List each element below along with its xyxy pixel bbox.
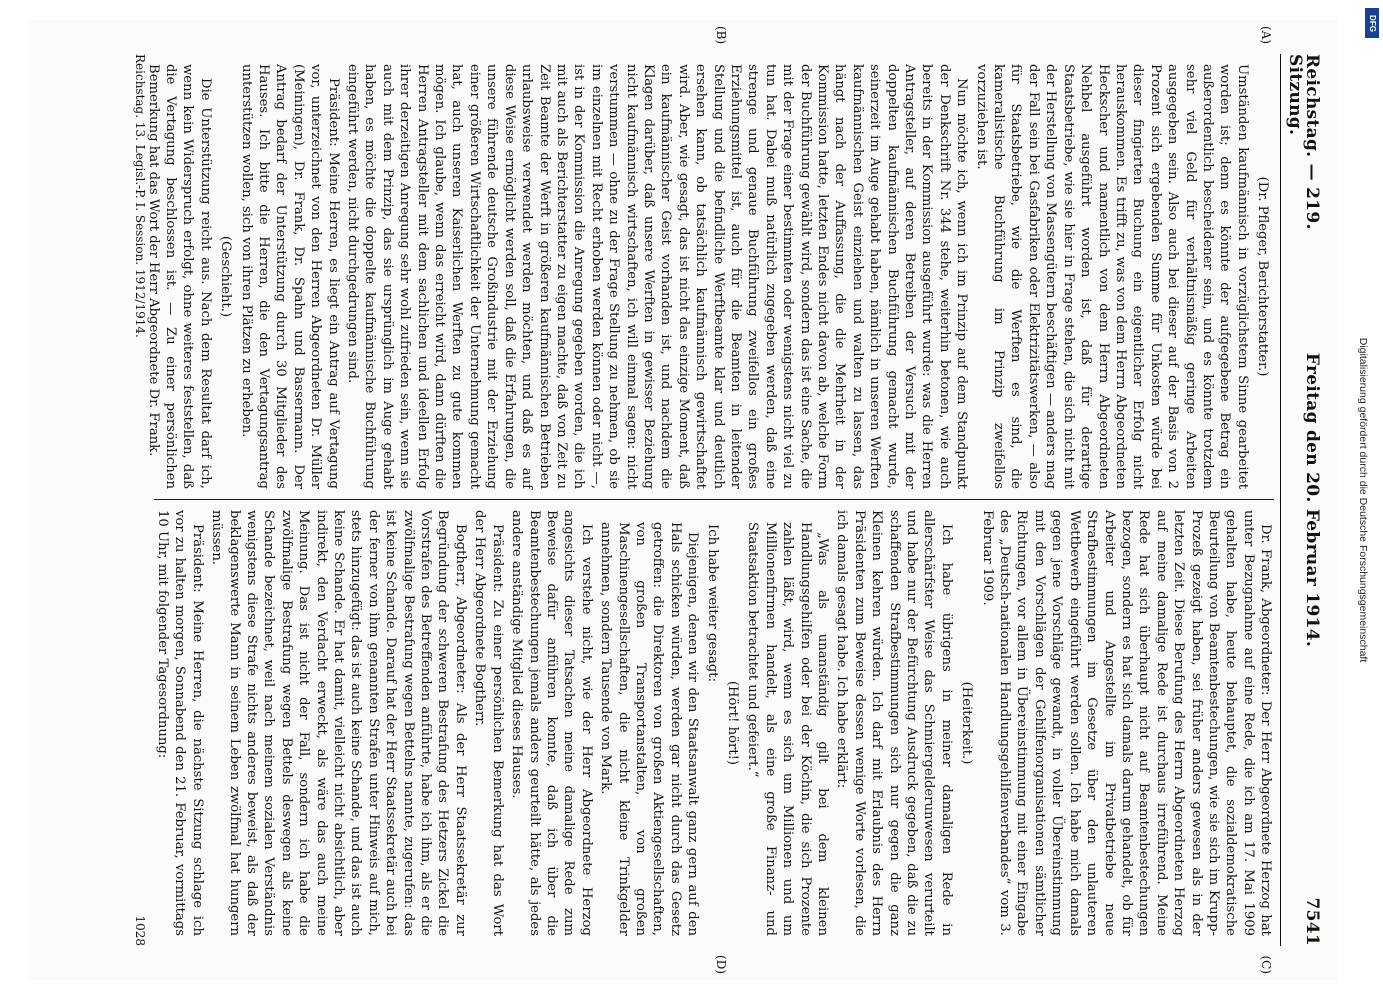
quotation: „Was als unanständig gilt bei dem kleinen Handlungsgehilfen oder bei der Köchin, die sich Prozente zahlen läßt, wird, wenn es sich um Millionen und um Millionenfirmen handelt, als eine große Finanz- und Staatsaktion betrachtet und gefeiert.“	[745, 522, 831, 936]
margin-marker-a: (A)	[1259, 26, 1274, 45]
paragraph: Die Unterstützung reicht aus. Nach dem Resultat darf ich, wenn kein Widerspruch erfolgt, ohne weiteres feststellen, daß die Vertagung beschlossen ist. — Zu einer persönlichen Bemerkung hat das Wort der Herr Abgeordnete Dr. Frank.	[145, 64, 213, 489]
paragraph: Ich habe übrigens in meiner damaligen Rede in allerschärfster Weise das Schmiergelderunwesen verurteilt und habe nur der Befürchtung Ausdruck gegeben, daß die zu schaffenden Strafbestimmungen sich nur gegen die ganz Kleinen kehren würden. Ich darf mit Erlaubnis des Herrn Präsidenten zum Beweise dessen wenige Worte vorlesen, die ich damals gesagt habe. Ich habe erklärt:	[834, 510, 954, 936]
margin-marker-b: (B)	[714, 26, 729, 45]
header-page-number: 7541	[1302, 897, 1322, 946]
interjection: (Heiterkeit.)	[959, 681, 975, 765]
header-date: Freitag den 20. Februar 1914.	[1302, 352, 1322, 648]
margin-marker-c: (C)	[1259, 955, 1274, 974]
paragraph: Umständen kaufmännisch in vorzüglichstem Sinne gearbeitet worden ist; denn es könnte der aufgegebene Betrag ein außerordentlich bescheidener sein, und es könnte trotzdem sehr viel Geld für verhältnismäßig geringe Arbeiten ausgegeben sein. Also auch bei dieser auf der Basis von 2 Prozent sich ergebenden Summe für Unkosten würde bei dieser fingierten Buchung ein eigentlicher Erfolg nicht herauskommen. Es trifft zu, was von dem Herrn Abgeordneten Heckscher und namentlich von dem Herrn Abgeordneten Nehbel ausgeführt worden ist, daß für derartige Staatsbetriebe, wie sie hier in Frage stehen, die sich nicht mit der Herstellung von Massengütern beschäftigen — anders mag der Fall sein bei Gasfabriken oder Elektrizitätswerken, — also für Staatsbetriebe, wie die Werften es sind, die kameralistische Buchführung im Prinzip zweifellos vorzuziehen ist.	[973, 64, 1250, 489]
digitization-note	[1352, 10, 1374, 990]
interjection: (Hört! hört!)	[725, 680, 740, 766]
footer-session-info: Reichstag. 13. Legisl.-P. I. Session. 1912/1914.	[133, 54, 148, 338]
paragraph-bogtherr: Bogtherr, Abgeordneter: Als der Herr Staatssekretär zur Begründung der schweren Bestrafung des Hetzers Zickel die Vorstrafen des Betreffenden anführte, habe ich ihm, als er die zwölfmalige Bestrafung wegen Bettelns nannte, zugerufen: das ist keine Schande. Darauf hat der Herr Staatssekretär auch bei der ferner von ihm genannten Strafen unter Hinweis auf mich, stets hinzugefügt: das ist auch keine Schande, und das ist auch keine Schande. Er hat damit, vielleicht nicht absichtlich, aber indirekt, den Verdacht erweckt, als wäre das auch meine Meinung. Das ist nicht der Fall, sondern ich habe die zwölfmalige Bestrafung wegen Bettels deswegen als keine Schande bezeichnet, weil nach meinem sozialen Verständnis wenigstens diese Strafe nichts anderes beweist, als daß der beklagenswerte Mann in seinem Leben zwölfmal hat hungern müssen.	[209, 510, 468, 936]
right-column	[154, 500, 1274, 974]
digitization-note-text: Digitalisierung gefördert durch die Deutsche Forschungsgemeinschaft	[1357, 337, 1369, 663]
paragraph-frank: Dr. Frank, Abgeordneter: Der Herr Abgeordnete Herzog hat unter Bezugnahme auf eine Rede, die ich am 17. Mai 1909 gehalten habe, heute behauptet, die sozialdemokratische Beurteilung von Beamtenbestechungen, wie sie sich im Krupp-Prozeß gezeigt haben, sei früher anders gewesen als in der letzten Zeit. Diese Berufung des Herrn Abgeordneten Herzog auf meine damalige Rede ist durchaus irreführend. Meine Rede hat sich überhaupt nicht auf Beamtenbestechungen bezogen, sondern es hat sich damals darum gehandelt, ob für Arbeiter und Angestellte im Privatbetriebe neue Strafbestimmungen im Gesetze über den unlauteren Wettbewerb eingeführt werden sollen. Ich habe mich damals gegen jene Vorschläge gewandt, in voller Übereinstimmung mit den Vorschlägen der Gehilfenorganisationen sämtlicher Richtungen, vor allem in Übereinstimmung mit einer Eingabe des „Deutsch-nationalen Handlungsgehilfenverbandes“ vom 3. Februar 1909.	[979, 510, 1274, 936]
dfg-logo: DFG	[1365, 8, 1379, 38]
paragraph: Ich verstehe nicht, wie der Herr Abgeordnete Herzog angesichts dieser Tatsachen meine damalige Rede zum Beweise dafür anführen konnte, daß ich über die Beamtenbestechungen jemals anders geurteilt hätte, als jedes andere anständige Mitglied dieses Hauses.	[509, 510, 594, 936]
interjection: (Geschieht.)	[218, 235, 234, 318]
paragraph-president: Präsident: Zu einer persönlichen Bemerkung hat das Wort der Herr Abgeordnete Bogtherr.	[472, 510, 505, 936]
paragraph: Nun möchte ich, wenn ich im Prinzip auf dem Standpunkt der Denkschrift Nr. 344 stehe, weiterhin betonen, wie auch bereits in der Kommission ausgeführt wurde: was die Herren Antragsteller, auf deren Betreiben der Versuch mit der doppelten kaufmännischen Buchführung gemacht wurde, seinerzeit im Auge gehabt haben, nämlich in unseren Werften kaufmännischen Geist einziehen und walten zu lassen, das hängt nach der Auffassung, die die Mehrheit in der Kommission hatte, letzten Endes nicht davon ab, welche Form der Buchführung gewählt wird, sondern das ist eine Sache, die mit der Frage einer bestimmten oder wenigstens nicht viel zu tun hat. Dabei muß natürlich zugegeben werden, daß eine strenge und genaue Buchführung zweifellos ein großes Erziehungsmittel ist, auch für die Beamten in leitender Stellung und die befindliche Werftbeamte klar und deutlich ersehen kann, ob tatsächlich kaufmännisch gewirtschaftet wird. Aber, wie gesagt, das ist nicht das einzige Moment, daß ein kaufmännischer Geist vorhanden ist, und nachdem die Klagen darüber, daß unsere Werften in gewisser Beziehung nicht kaufmännisch wirtschaften, ich will einmal sagen: nicht verstummen — ohne zu der Frage Stellung zu nehmen, ob sie im einzelnen mit Recht erhoben werden können oder nicht —, ist in der Kommission die Anregung gegeben worden, die ich mit auch als Berichterstatter zu eigen machte, daß von Zeit zu Zeit Beamte der Werft in größeren kaufmännischen Betrieben urlaubsweise verwendet werden möchten, und daß es auf diese Weise ermöglicht werden soll, daß die Erfahrungen, die unsere führende deutsche Großindustrie mit der Erziehung einer größeren Wirtschaftlichkeit der Unternehmung gemacht hat, auch unseren Kaiserlichen Werften zu gute kommen mögen. Ich glaube, wenn das erreicht wird, dann dürften die Herren Antragsteller mit dem sachlichen und ideellen Erfolg ihrer derzeitigen Anregung sehr wohl zufrieden sein, wenn sie auch mit dem Prinzip, das sie ursprünglich im Auge gehabt haben, es möchte die doppelte kaufmännische Buchführung eingeführt werden, nicht durchgedrungen sind.	[345, 64, 970, 489]
paragraph-president: Präsident: Meine Herren, die nächste Sitzung schlage ich vor zu halten morgen, Sonnabend den 21. Februar, vormittags 10 Uhr, mit folgender Tagesordnung:	[155, 510, 205, 936]
footer-sheet-number: 1028	[133, 915, 148, 946]
paragraph-president: Präsident: Meine Herren, es liegt ein Antrag auf Vertagung vor, unterzeichnet von den Herren Abgeordneten Dr. Müller (Meiningen), Dr. Frank, Dr. Spahn und Bassermann. Der Antrag bedarf der Unterstützung durch 30 Mitglieder des Hauses. Ich bitte die Herren, die den Vertagungsantrag unterstützen wollen, sich von ihren Plätzen zu erheben.	[238, 64, 341, 489]
quotation: Diejenigen, denen wir den Staatsanwalt ganz gern auf den Hals schicken würden, werden gar nicht durch das Gesetz getroffen: die Direktoren von großen Aktiengesellschaften, von großen Transportanstalten, von großen Maschinengesellschaften, die nicht kleine Trinkgelder annehmen, sondern Tausende von Mark.	[598, 522, 701, 936]
page-header	[1280, 54, 1320, 946]
text-columns	[145, 26, 1274, 974]
speaker-continuation: (Dr. Pfleger, Berichterstatter.)	[1255, 176, 1271, 377]
margin-marker-d: (D)	[714, 955, 729, 974]
rotated-document-page	[28, 20, 1338, 980]
header-session: Reichstag. — 219. Sitzung.	[1284, 54, 1322, 230]
paragraph: Ich habe weiter gesagt:	[704, 524, 720, 683]
left-column	[145, 26, 1274, 500]
